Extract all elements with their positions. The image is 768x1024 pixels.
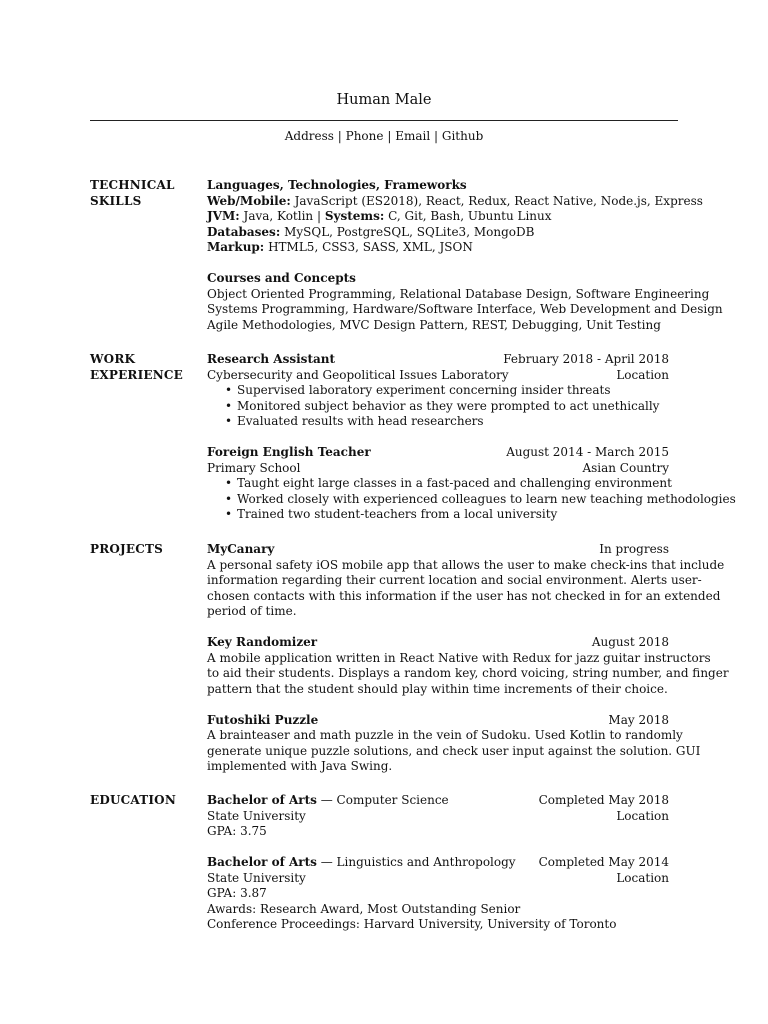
degree-school-row [207,871,669,887]
contact-separator: | [337,129,342,143]
project-entry [207,712,701,775]
spacer [207,430,669,446]
degree-entry [207,793,669,840]
degree-proceedings: Conference Proceedings: Harvard University, University of Toronto [207,917,617,931]
skills-web-key: Web/Mobile: [207,193,291,208]
job-entry [207,445,736,523]
courses-heading: Courses and Concepts [207,271,356,285]
degree-school-row [207,809,669,825]
project-title-row [207,713,669,729]
skills-db-row [207,225,669,241]
project-description-line: chosen contacts with this information if the user has not checked in for an extended [207,588,721,603]
section-label-line: SKILLS [90,193,142,208]
education-body [207,793,669,933]
section-label-line: TECHNICAL [90,178,175,192]
section-label-line: EXPERIENCE [90,367,184,382]
project-description-line: generate unique puzzle solutions, and check user input against the solution. GUI [207,743,701,758]
section-label-projects: PROJECTS [90,542,164,556]
skills-markup-value: HTML5, CSS3, SASS, XML, JSON [268,240,473,254]
courses-line: Object Oriented Programming, Relational Database Design, Software Engineering [207,286,710,301]
job-bullet: • Worked closely with experienced colleagues to learn new teaching methodologies [237,492,669,508]
section-label-line: WORK [90,352,136,366]
job-title-row [207,445,669,461]
section-label-education: EDUCATION [90,793,176,807]
skills-web-row [207,193,703,210]
header-divider [90,120,678,121]
work-body [207,352,736,523]
spacer [207,620,669,636]
project-description-line: pattern that the student should play within time increments of their choice. [207,681,668,696]
degree-title-row [207,855,669,871]
project-description-line: A brainteaser and math puzzle in the vein of Sudoku. Used Kotlin to randomly [207,728,683,742]
degree-name-group [207,793,449,809]
project-description-line: to aid their students. Displays a random key, chord voicing, string number, and finger [207,666,729,680]
job-dates: February 2018 - April 2018 [503,352,669,366]
contact-separator: | [387,129,392,143]
project-status: In progress [599,542,669,556]
job-title: Research Assistant [207,352,336,366]
project-description-line: A personal safety iOS mobile app that allows the user to make check-ins that include [207,557,725,572]
spacer [207,697,669,713]
degree-gpa: GPA: 3.87 [207,886,267,900]
project-title: Futoshiki Puzzle [207,712,319,727]
job-organization: Cybersecurity and Geopolitical Issues Laboratory [207,367,509,382]
job-organization: Primary School [207,460,301,475]
degree-entry [207,855,669,933]
contact-phone-link[interactable]: Phone [345,129,384,143]
job-bullet: • Supervised laboratory experiment concerning insider threats [237,383,669,399]
job-bullet: • Trained two student-teachers from a local university [237,507,669,523]
projects-body [207,542,729,775]
job-title: Foreign English Teacher [207,445,371,459]
project-title-row [207,542,669,558]
project-title: MyCanary [207,542,275,556]
project-entry [207,635,729,697]
degree-name: Bachelor of Arts [207,793,317,807]
skills-markup-key: Markup: [207,240,265,254]
degree-completed: Completed May 2014 [538,855,669,869]
degree-awards: Awards: Research Award, Most Outstanding Senior [207,901,521,916]
project-description-line: A mobile application written in React Native with Redux for jazz guitar instructors [207,650,711,665]
skills-jvm-value: Java, Kotlin | [243,209,322,223]
degree-name: Bachelor of Arts [207,855,317,869]
skills-jvm-key: JVM: [207,209,240,223]
skills-body [207,178,723,333]
skills-db-key: Databases: [207,224,281,239]
candidate-name: Human Male [336,92,432,108]
job-location: Asian Country [582,460,669,475]
project-entry [207,542,725,620]
skills-jvm-row [207,209,669,225]
project-description-line: implemented with Java Swing. [207,759,393,773]
contact-email-link[interactable]: Email [395,129,431,143]
skills-web-value: JavaScript (ES2018), React, Redux, React Native, Node.js, Express [294,193,703,208]
contact-github-link[interactable]: Github [441,129,484,143]
project-status: May 2018 [608,712,669,727]
degree-field: — Computer Science [316,793,449,807]
contact-address-link[interactable]: Address [284,129,334,143]
degree-school: State University [207,870,306,885]
project-title: Key Randomizer [207,635,318,649]
degree-completed: Completed May 2018 [538,793,669,807]
job-org-row [207,368,669,384]
contact-line [0,128,768,144]
degree-school: State University [207,808,306,823]
project-title-row [207,635,669,651]
spacer [207,840,669,856]
job-entry [207,352,669,430]
project-description-line: period of time. [207,604,297,618]
courses-line: Agile Methodologies, MVC Design Pattern, REST, Debugging, Unit Testing [207,317,661,332]
degree-gpa: GPA: 3.75 [207,824,267,838]
contact-separator: | [433,129,439,143]
skills-systems-key: Systems: [324,209,385,223]
job-title-row [207,352,669,368]
skills-systems-value: C, Git, Bash, Ubuntu Linux [388,209,552,223]
degree-location: Location [616,870,669,885]
degree-location: Location [616,808,669,823]
job-bullet-list [207,383,669,430]
section-label-technical-skills [90,178,202,209]
job-bullet: • Evaluated results with head researchers [237,414,669,430]
job-bullet-list [207,476,736,523]
job-dates: August 2014 - March 2015 [506,445,669,459]
section-label-work-experience [90,352,202,383]
degree-name-group [207,855,516,871]
spacer [207,256,669,272]
courses-line: Systems Programming, Hardware/Software Interface, Web Development and Design [207,302,723,316]
degree-title-row [207,793,669,809]
job-location: Location [616,367,669,382]
job-org-row [207,461,669,477]
job-bullet: • Monitored subject behavior as they were prompted to act unethically [237,399,669,415]
skills-heading: Languages, Technologies, Frameworks [207,178,467,192]
skills-markup-row [207,240,669,256]
project-status: August 2018 [591,635,669,649]
degree-field: — Linguistics and Anthropology [316,855,516,869]
project-description-line: information regarding their current location and social environment. Alerts user- [207,573,702,587]
job-bullet: • Taught eight large classes in a fast-paced and challenging environment [237,476,669,492]
skills-db-value: MySQL, PostgreSQL, SQLite3, MongoDB [284,224,535,239]
